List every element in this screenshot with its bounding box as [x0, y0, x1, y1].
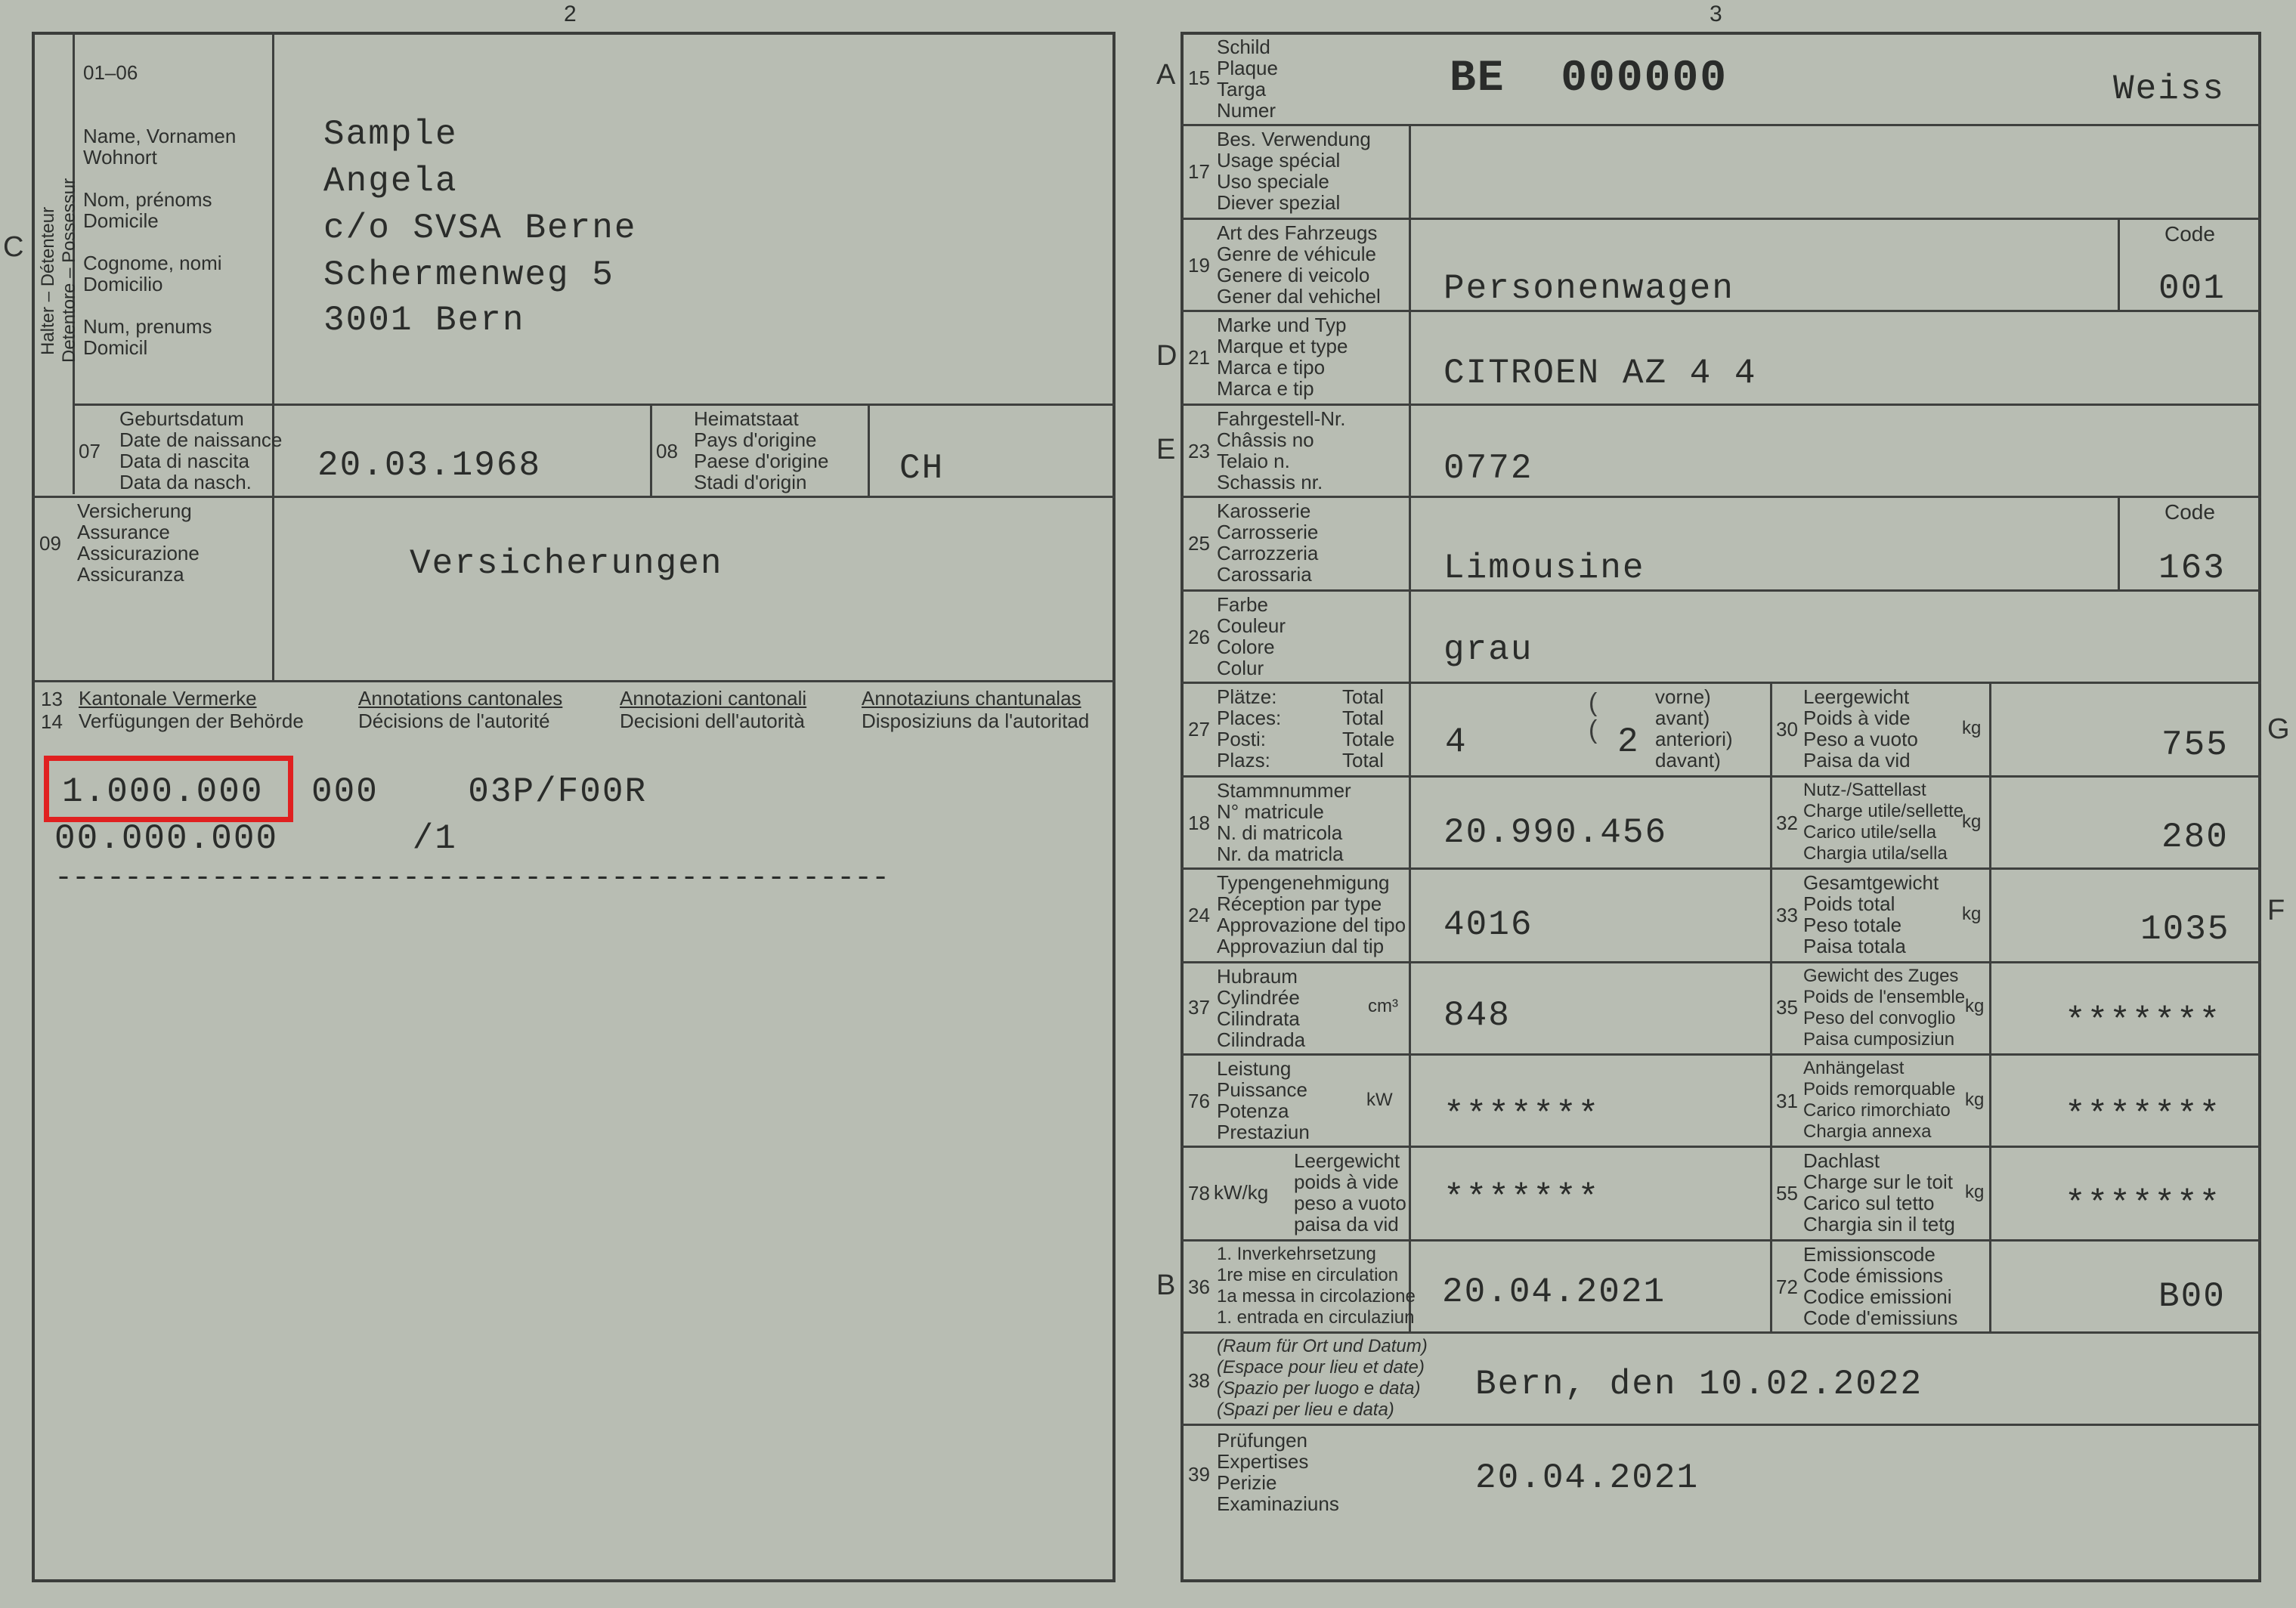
plate-value: BE 000000	[1450, 54, 1728, 104]
unit-kg: kg	[1965, 996, 1985, 1016]
divider	[868, 404, 870, 496]
field-number: 26	[1188, 626, 1210, 648]
field-number: 76	[1188, 1090, 1210, 1112]
field-number: 27	[1188, 718, 1210, 741]
unit-kg: kg	[1962, 904, 1982, 924]
field-number: 08	[656, 440, 678, 462]
divider	[1180, 496, 2261, 498]
empty-weight-label: Leergewicht Poids à vide Peso a vuoto Paisa da vid	[1803, 685, 1918, 772]
annotation-entry-highlighted: 1.000.000	[62, 772, 264, 812]
inspections-value: 20.04.2021	[1475, 1458, 1700, 1498]
annotation-header-fr-2: Décisions de l'autorité	[358, 710, 550, 732]
unit-cm3: cm³	[1368, 996, 1398, 1016]
annotation-header-it: Annotazioni cantonali	[620, 687, 807, 710]
seats-value: 4	[1445, 722, 1468, 762]
bracket: ( (	[1589, 688, 1598, 744]
field-number: 21	[1188, 346, 1210, 369]
total-weight-value: 1035	[2140, 910, 2230, 949]
field-number: 37	[1188, 996, 1210, 1019]
power-label: Leistung Puissance Potenza Prestaziun	[1217, 1057, 1310, 1143]
birth-date-label: Geburtsdatum Date de naissance Data di nascita Data da nasch.	[119, 407, 283, 493]
make-value: CITROEN AZ 4 4	[1444, 354, 1757, 393]
divider	[1180, 1146, 2261, 1148]
insurance-value: Versicherungen	[410, 544, 723, 583]
payload-value: 280	[2161, 818, 2229, 857]
type-approval-value: 4016	[1444, 905, 1533, 945]
unit-kg: kg	[1965, 1182, 1985, 1202]
field-number: 30	[1776, 718, 1798, 741]
first-registration-value: 20.04.2021	[1442, 1272, 1666, 1312]
holder-line: Schermenweg 5	[323, 255, 614, 295]
margin-letter-d: D	[1156, 340, 1177, 372]
kwkg-prefix: kW/kg	[1214, 1181, 1269, 1204]
divider	[1180, 589, 2261, 592]
margin-letter-c: C	[3, 231, 24, 263]
holder-line: Angela	[323, 162, 458, 201]
seats-front-label: vorne) avant) anteriori) davant)	[1655, 685, 1733, 772]
colour-value: grau	[1444, 630, 1533, 669]
field-number: 14	[41, 710, 63, 733]
trailer-load-value: *******	[2065, 1096, 2222, 1135]
page-number-left: 2	[564, 2, 577, 26]
colour-label: Farbe Couleur Colore Colur	[1217, 593, 1286, 679]
vehicle-type-label: Art des Fahrzeugs Genre de véhicule Genere di veicolo Gener dal vehichel	[1217, 221, 1381, 308]
emission-value: B00	[2158, 1277, 2226, 1316]
divider	[1409, 124, 1411, 1331]
field-number: 07	[79, 440, 101, 462]
chassis-label: Fahrgestell-Nr. Châssis no Telaio n. Schassis nr.	[1217, 407, 1346, 493]
code-label: Code	[2164, 222, 2215, 246]
roof-load-label: Dachlast Charge sur le toit Carico sul tetto Chargia sin il tetg	[1803, 1149, 1955, 1235]
field-number: 15	[1188, 66, 1210, 89]
origin-value: CH	[899, 449, 945, 488]
divider	[1180, 1053, 2261, 1056]
divider	[73, 404, 1116, 406]
annotation-header-it-2: Decisioni dell'autorità	[620, 710, 805, 732]
annotation-header-fr: Annotations cantonales	[358, 687, 563, 710]
annotation-header-rm-2: Disposiziuns da l'autoritad	[862, 710, 1090, 732]
field-number: 09	[39, 532, 61, 555]
unit-kg: kg	[1965, 1090, 1985, 1110]
field-number: 19	[1188, 254, 1210, 277]
divider	[1180, 961, 2261, 963]
body-label: Karosserie Carrosserie Carrozzeria Carossaria	[1217, 499, 1319, 586]
annotation-header-de-2: Verfügungen der Behörde	[79, 710, 304, 732]
field-number: 72	[1776, 1276, 1798, 1298]
seats-front-value: 2	[1617, 722, 1640, 762]
body-value: Limousine	[1444, 549, 1645, 588]
train-weight-label: Gewicht des Zuges Poids de l'ensemble Peso del convoglio Paisa cumposiziun	[1803, 966, 1966, 1050]
margin-letter-f: F	[2267, 895, 2285, 926]
seats-total-label: Total Total Totale Total	[1342, 685, 1395, 772]
divider	[1180, 1331, 2261, 1334]
chassis-value: 0772	[1444, 449, 1533, 488]
empty-weight-value: 755	[2161, 725, 2229, 765]
field-number: 55	[1776, 1182, 1798, 1204]
field-number: 31	[1776, 1090, 1798, 1112]
annotation-header-rm: Annotaziuns chantunalas	[862, 687, 1081, 710]
inspections-label: Prüfungen Expertises Perizie Examinaziuns	[1217, 1429, 1339, 1515]
holder-line: 3001 Bern	[323, 301, 525, 340]
field-number: 78	[1188, 1182, 1210, 1204]
field-number: 39	[1188, 1463, 1210, 1486]
train-weight-value: *******	[2065, 1002, 2222, 1041]
margin-letter-e: E	[1156, 434, 1176, 465]
holder-codes: 01–06	[83, 61, 138, 84]
first-registration-label: 1. Inverkehrsetzung 1re mise en circulation 1a messa in circolazione 1. entrada en circulaziun	[1217, 1244, 1416, 1328]
displacement-label: Hubraum Cylindrée Cilindrata Cilindrada	[1217, 965, 1306, 1051]
vehicle-type-code: 001	[2158, 269, 2226, 308]
insurance-label: Versicherung Assurance Assicurazione Assicuranza	[77, 499, 200, 586]
field-number: 38	[1188, 1369, 1210, 1392]
type-approval-label: Typengenehmigung Réception par type Approvazione del tipo Approvaziun dal tip	[1217, 871, 1406, 957]
divider	[1180, 1424, 2261, 1426]
field-number: 24	[1188, 904, 1210, 926]
displacement-value: 848	[1444, 996, 1511, 1035]
trailer-load-label: Anhängelast Poids remorquable Carico rimorchiato Chargia annexa	[1803, 1058, 1956, 1142]
kwkg-value: *******	[1444, 1179, 1601, 1218]
divider	[32, 496, 1116, 498]
plate-label: Schild Plaque Targa Numer	[1217, 36, 1278, 122]
margin-letter-b: B	[1156, 1269, 1176, 1301]
field-number: 17	[1188, 160, 1210, 183]
field-number: 33	[1776, 904, 1798, 926]
field-number: 23	[1188, 440, 1210, 462]
field-number: 32	[1776, 812, 1798, 834]
holder-line: c/o SVSA Berne	[323, 209, 637, 248]
divider	[1180, 218, 2261, 220]
divider	[1180, 1239, 2261, 1242]
divider	[1180, 404, 2261, 406]
divider	[1180, 124, 2261, 126]
seats-label: Plätze: Places: Posti: Plazs:	[1217, 685, 1282, 772]
divider	[32, 680, 1116, 682]
total-weight-label: Gesamtgewicht Poids total Peso totale Paisa totala	[1803, 871, 1939, 957]
unit-kw: kW	[1366, 1090, 1393, 1110]
divider	[650, 404, 652, 496]
margin-letter-g: G	[2267, 713, 2290, 745]
matricule-value: 20.990.456	[1444, 813, 1668, 852]
make-label: Marke und Typ Marque et type Marca e tipo Marca e tip	[1217, 314, 1348, 400]
payload-label: Nutz-/Sattellast Charge utile/sellette Carico utile/sella Chargia utila/sella	[1803, 780, 1964, 864]
vehicle-type-value: Personenwagen	[1444, 269, 1734, 308]
birth-date-value: 20.03.1968	[317, 446, 542, 485]
margin-letter-a: A	[1156, 59, 1176, 91]
divider	[1180, 310, 2261, 312]
place-date-value: Bern, den 10.02.2022	[1475, 1365, 1923, 1404]
field-number: 36	[1188, 1276, 1210, 1298]
place-date-label: (Raum für Ort und Datum) (Espace pour lieu et date) (Spazio per luogo e data) (Spazi per lieu e data)	[1217, 1336, 1428, 1420]
power-value: *******	[1444, 1096, 1601, 1135]
body-code: 163	[2158, 549, 2226, 588]
kwkg-label: Leergewicht poids à vide peso a vuoto paisa da vid	[1294, 1149, 1406, 1235]
roof-load-value: *******	[2065, 1185, 2222, 1224]
divider	[2118, 218, 2120, 310]
unit-kg: kg	[1962, 718, 1982, 738]
field-number: 25	[1188, 532, 1210, 555]
annotation-entry-rest: 000 03P/F00R	[311, 772, 648, 812]
holder-line: Sample	[323, 115, 458, 154]
origin-label: Heimatstaat Pays d'origine Paese d'origine Stadi d'origin	[694, 407, 829, 493]
annotation-dashes: ------------------------------------------------	[54, 861, 890, 895]
divider	[2118, 496, 2120, 589]
unit-kg: kg	[1962, 812, 1982, 832]
divider	[1180, 682, 2261, 684]
code-label: Code	[2164, 500, 2215, 524]
field-number: 13	[41, 688, 63, 710]
holder-vertical-label: Halter – Détenteur Detentore – Possessur	[38, 178, 79, 363]
page-number-right: 3	[1710, 2, 1722, 26]
annotation-entry-2: 00.000.000 /1	[54, 819, 457, 858]
field-number: 18	[1188, 812, 1210, 834]
field-number: 35	[1776, 996, 1798, 1019]
special-use-label: Bes. Verwendung Usage spécial Uso speciale Diever spezial	[1217, 128, 1371, 214]
divider	[1989, 682, 1991, 1331]
matricule-label: Stammnummer N° matricule N. di matricola Nr. da matricla	[1217, 779, 1351, 865]
divider	[1770, 682, 1772, 1331]
divider	[1180, 775, 2261, 778]
divider	[1180, 867, 2261, 870]
plate-color: Weiss	[2113, 70, 2226, 109]
annotation-header-de: Kantonale Vermerke	[79, 687, 257, 710]
emission-label: Emissionscode Code émissions Codice emissioni Code d'emissiuns	[1803, 1243, 1958, 1329]
divider	[272, 32, 274, 682]
holder-label: Name, Vornamen Wohnort Nom, prénoms Domicile Cognome, nomi Domicilio Num, prenums Domicil	[83, 125, 237, 359]
